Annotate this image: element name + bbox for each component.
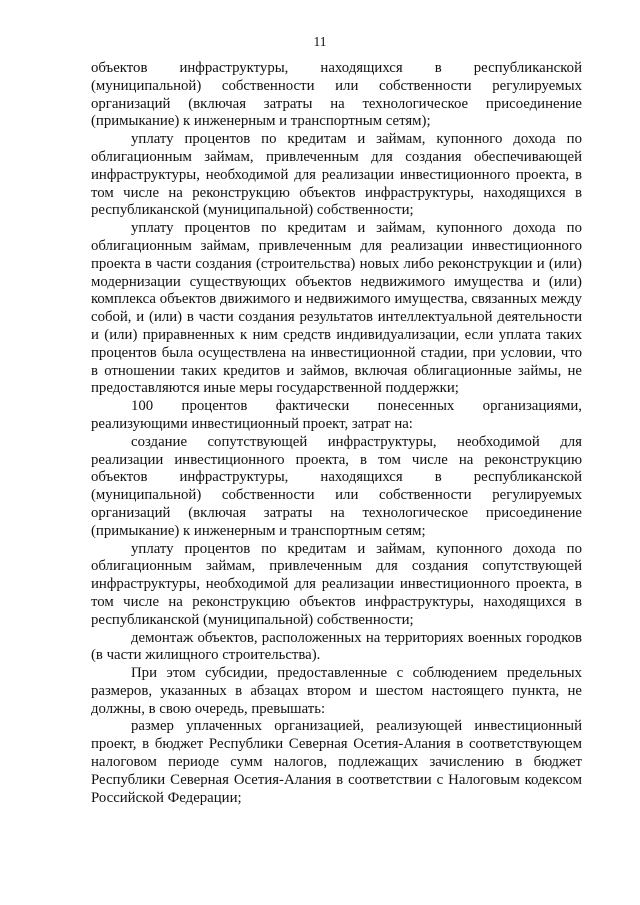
paragraph: уплату процентов по кредитам и займам, купонного дохода по облигационным займам, привлеченным для создания обеспечивающей инфраструктуры, необходимой для реализации инвестиционного проекта, в том числе на реконструкцию объектов инфраструктуры, находящихся в республиканской (муниципальной) собственности; bbox=[91, 131, 582, 219]
paragraph: 100 процентов фактически понесенных организациями, реализующими инвестиционный проект, затрат на: bbox=[91, 398, 582, 432]
paragraph: создание сопутствующей инфраструктуры, необходимой для реализации инвестиционного проекта, в том числе на реконструкцию объектов инфраструктуры, находящихся в республиканской (муниципальной) собственности или собственности регулируемых организаций (включая затраты на технологическое присоединение (примыкание) к инженерным и транспортным сетям; bbox=[91, 433, 582, 539]
paragraph: демонтаж объектов, расположенных на территориях военных городков (в части жилищного строительства). bbox=[91, 629, 582, 664]
page-number: 11 bbox=[313, 34, 327, 49]
paragraph: объектов инфраструктуры, находящихся в республиканской (муниципальной) собственности или собственности регулируемых организаций (включая затраты на технологическое присоединение (примыкание) к инженерным и транспортным сетям); bbox=[91, 60, 582, 130]
paragraph: уплату процентов по кредитам и займам, купонного дохода по облигационным займам, привлеченным для создания сопутствующей инфраструктуры, необходимой для реализации инвестиционного проекта, в том числе на реконструкцию объектов инфраструктуры, находящихся в республиканской (муниципальной) собственности; bbox=[91, 540, 582, 628]
paragraph: уплату процентов по кредитам и займам, купонного дохода по облигационным займам, привлеченным для реализации инвестиционного проекта в части создания (строительства) новых либо реконструкции и (или) модернизации существующих объектов недвижимого имущества и (или) комплекса объектов движимого и недвижимого имущества, связанных между собой, и (или) в части создания результатов интеллектуальной деятельности и (или) приравненных к ним средств индивидуализации, если уплата таких процентов была осуществлена на инвестиционной стадии, при условии, что в отношении таких кредитов и займов, включая облигационные займы, не предоставляются иные меры государственной поддержки; bbox=[91, 220, 582, 397]
paragraph: размер уплаченных организацией, реализующей инвестиционный проект, в бюджет Республики Северная Осетия-Алания в соответствующем налоговом периоде сумм налогов, подлежащих зачислению в бюджет Республики Северная Осетия-Алания в соответствии с Налоговым кодексом Российской Федерации; bbox=[91, 718, 582, 806]
paragraph: При этом субсидии, предоставленные с соблюдением предельных размеров, указанных в абзацах втором и шестом настоящего пункта, не должны, в свою очередь, превышать: bbox=[91, 665, 582, 717]
body-text bbox=[91, 60, 582, 807]
